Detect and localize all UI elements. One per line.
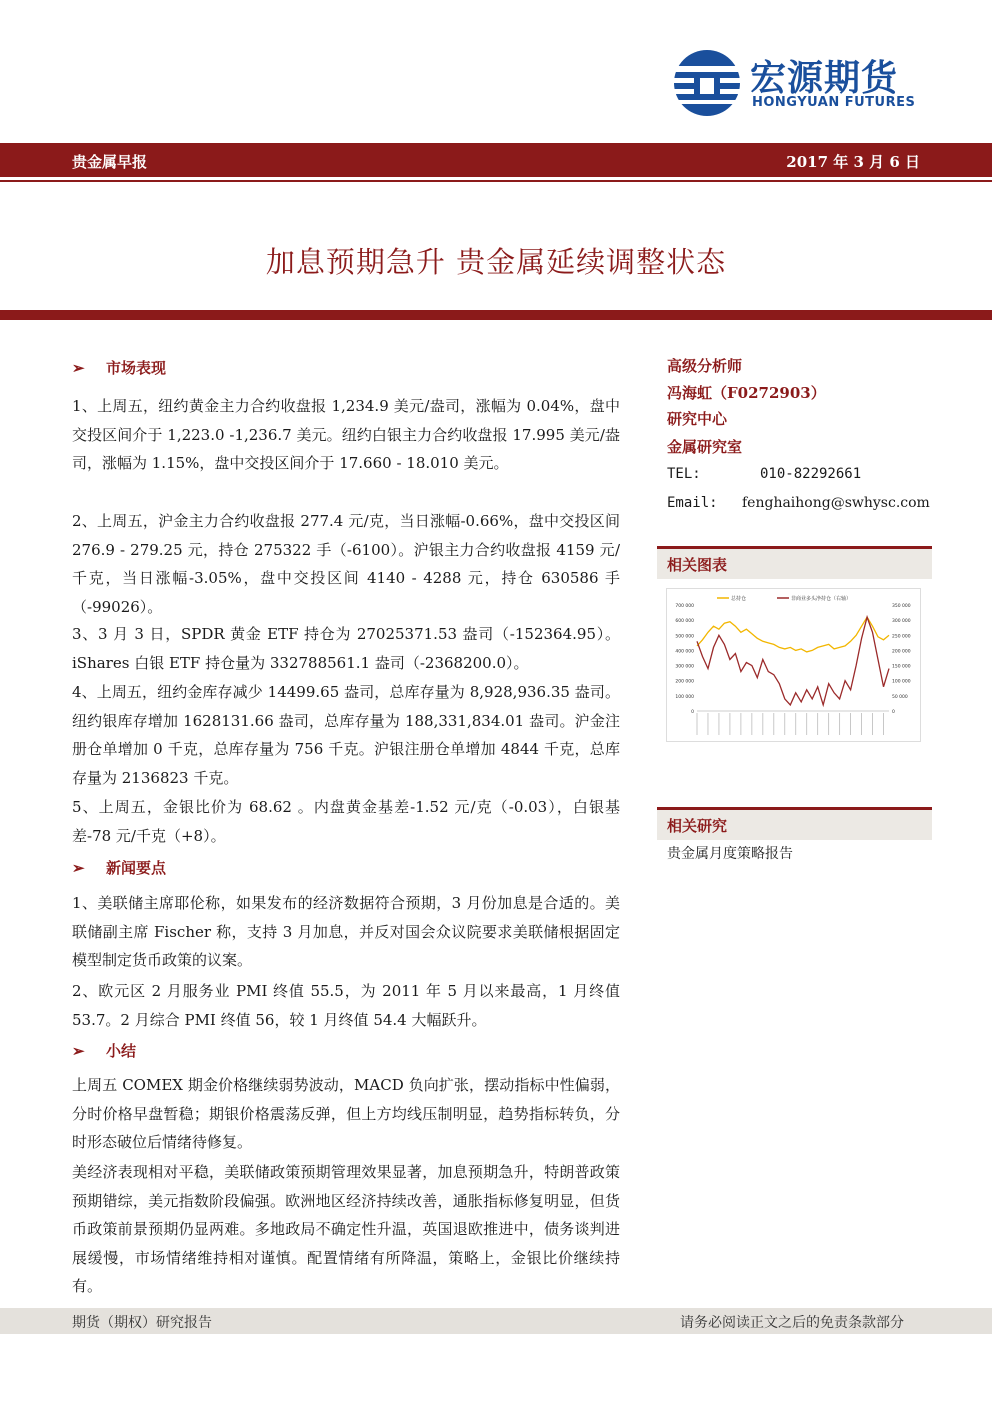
email-value[interactable]: fenghaihong@swhysc.com [742,495,930,511]
legend-label-net: 非商业多头净持仓（右轴） [791,596,852,602]
right-tick-label: 300 000 [892,619,911,625]
right-tick-label: 0 [892,710,895,715]
left-tick-label: 100 000 [675,694,694,700]
logo-text-en: HONGYUAN FUTURES [752,95,916,110]
left-tick-label: 700 000 [675,604,694,609]
paragraph: 美经济表现相对平稳，美联储政策预期管理效果显著，加息预期急升，特朗普政策预期错综，美元指数阶段偏强。欧洲地区经济持续改善，通胀指标修复明显，但货币政策前景预期仍显两难。多地政局不确定性升温，英国退欧推进中，债务谈判进展缓慢，市场情绪维持相对谨慎。配置情绪有所降温，策略上，金银比价继续持有。 [72,1163,620,1296]
hongyuan-logo-icon [672,48,742,118]
paragraph: 4、上周五，纽约金库存减少 14499.65 盎司，总库存量为 8,928,936.35 盎司。纽约银库存增加 1628131.66 盎司，总库存量为 188,331,834.01 盎司。沪金注册仓单增加 0 千克，总库存量为 756 千克。沪银注册仓单增加 4844 千克，总库存量为 2136823 千克。 [72,683,620,787]
positions-chart [666,588,921,742]
paragraph: 3、3 月 3 日，SPDR 黄金 ETF 持仓为 27025371.53 盎司（-152364.95）。iShares 白银 ETF 持仓量为 332788561.1 盎司（-2368200.0）。 [72,625,620,672]
left-tick-label: 600 000 [675,619,694,625]
right-tick-label: 150 000 [892,664,911,670]
arrow-bullet-icon: ➢ [72,859,85,877]
tel-value: 010-82292661 [760,466,862,482]
department: 研究中心 [667,410,728,428]
footer-bar [0,1308,992,1334]
lab-name: 金属研究室 [667,438,743,456]
section-heading-news: ➢ 新闻要点 [72,859,167,877]
header-divider [0,180,992,182]
footer-disclaimer[interactable]: 请务必阅读正文之后的免责条款部分 [680,1315,904,1331]
arrow-bullet-icon: ➢ [72,359,85,377]
right-tick-label: 100 000 [892,679,911,685]
arrow-bullet-icon: ➢ [72,1042,85,1060]
logo-text-cn: 宏源期货 [750,58,899,99]
paragraph: 1、美联储主席耶伦称，如果发布的经济数据符合预期，3 月份加息是合适的。美联储副主席 Fischer 称，支持 3 月加息，并反对国会众议院要求美联储根据固定模型制定货币政策的议案。 [72,894,620,970]
legend-label-total: 总持仓 [731,596,747,602]
page-title: 加息预期急升 贵金属延续调整状态 [265,245,727,279]
section-heading-market: ➢ 市场表现 [72,359,167,377]
right-tick-label: 50 000 [892,694,908,700]
paragraph: 1、上周五，纽约黄金主力合约收盘报 1,234.9 美元/盎司，涨幅为 0.04%，盘中交投区间介于 1,223.0 -1,236.7 美元。纽约白银主力合约收盘报 17.995 美元/盎司，涨幅为 1.15%，盘中交投区间介于 17.660 - 18.010 美元。 [72,397,620,473]
chart-svg [667,589,920,741]
tel-label: TEL: [667,466,701,482]
left-tick-label: 200 000 [675,679,694,685]
paragraph: 2、欧元区 2 月服务业 PMI 终值 55.5，为 2011 年 5 月以来最高，1 月终值 53.7。2 月综合 PMI 终值 56，较 1 月终值 54.4 大幅跃升。 [72,982,620,1029]
footer-left: 期货（期权）研究报告 [72,1315,212,1331]
report-date: 2017 年 3 月 6 日 [786,153,920,171]
left-tick-label: 300 000 [675,664,694,670]
company-logo [672,44,922,124]
report-type: 贵金属早报 [72,153,148,171]
related-charts-header: 相关图表 [657,546,932,579]
right-tick-label: 250 000 [892,634,911,640]
left-tick-label: 500 000 [675,634,694,640]
right-tick-label: 350 000 [892,604,911,609]
analyst-title: 高级分析师 [667,357,743,375]
left-tick-label: 0 [691,710,694,715]
series-line-net [697,617,889,705]
header-bar [0,143,992,177]
related-research-header: 相关研究 [657,807,932,840]
right-tick-label: 200 000 [892,649,911,655]
left-tick-label: 400 000 [675,649,694,655]
paragraph: 5、上周五，金银比价为 68.62 。内盘黄金基差-1.52 元/克（-0.03），白银基差-78 元/千克（+8）。 [72,798,620,845]
paragraph: 2、上周五，沪金主力合约收盘报 277.4 元/克，当日涨幅-0.66%，盘中交投区间 276.9 - 279.25 元，持仓 275322 手（-6100）。沪银主力合约收盘报 4159 元/千克，当日涨幅-3.05%，盘中交投区间 4140 - 4288 元，持仓 630586 手（-99026）。 [72,512,620,616]
section-heading-summary: ➢ 小结 [72,1042,137,1060]
email-label: Email: [667,495,718,511]
related-research-item[interactable]: 贵金属月度策略报告 [667,846,793,862]
paragraph: 上周五 COMEX 期金价格继续弱势波动，MACD 负向扩张，摆动指标中性偏弱，分时价格早盘暂稳；期银价格震荡反弹，但上方均线压制明显，趋势指标转负，分时形态破位后情绪待修复。 [72,1076,620,1152]
analyst-name: 冯海虹（F0272903） [667,384,826,402]
title-divider [0,310,992,320]
